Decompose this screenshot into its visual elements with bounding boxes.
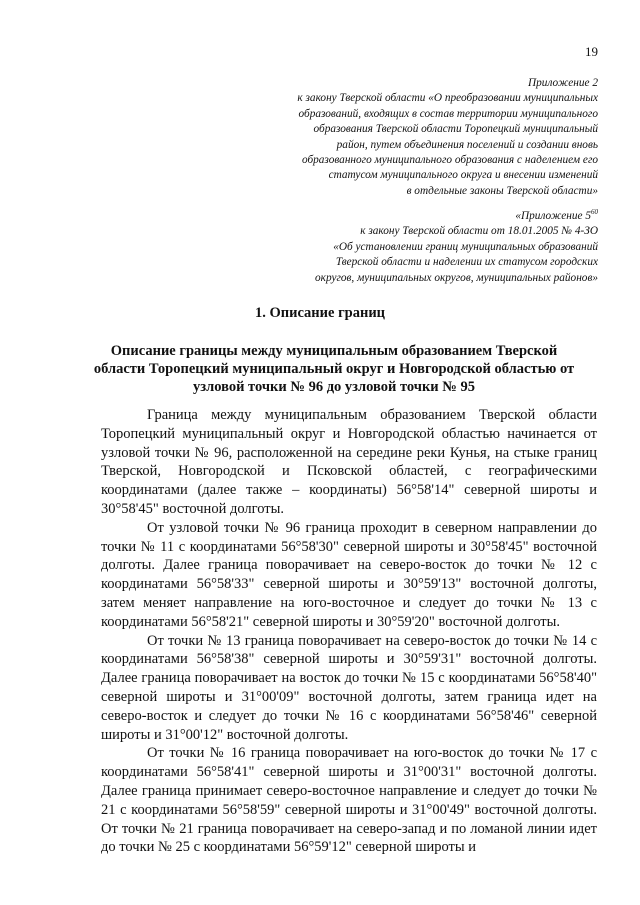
appendix-reference xyxy=(315,209,598,286)
body-paragraph: От точки № 13 граница поворачивает на северо-восток до точки № 14 с координатами 56°58'38" северной широты и 30°59'31" восточной долготы. Далее граница поворачивает на восток до точки № 15 с координатами 56°58'40" северной широты и 31°00'09" восточной долготы, затем граница идет на северо-восток и следует до точки № 16 с координатами 56°58'46" северной широты и 31°00'12" восточной долготы. xyxy=(101,632,597,743)
appendix-reference-line: Тверской области и наделении их статусом городских xyxy=(335,256,598,269)
appendix-reference-line: округов, муниципальных округов, муниципальных районов» xyxy=(315,271,598,284)
appendix-header-line: образования Тверской области Торопецкий муниципальный xyxy=(313,123,598,136)
appendix-header-line: образованного муниципального образования с наделением его xyxy=(301,154,598,167)
boundary-heading: Описание границы между муниципальным образованием Тверской области Торопецкий муниципальный округ и Новгородской областью от узловой точки № 96 до узловой точки № 95 xyxy=(93,343,575,395)
appendix-reference-line: к закону Тверской области от 18.01.2005 № 4-ЗО xyxy=(360,225,598,238)
appendix-header-line: Приложение 2 xyxy=(528,77,598,89)
body-paragraph: Граница между муниципальным образованием Тверской области Торопецкий муниципальный округ и Новгородской областью начинается от узловой точки № 96, расположенной на середине реки Кунья, на стыке границ Тверской, Новгородской и Псковской областей, с географическими координатами (далее также – координаты) 56°58'14" северной широты и 30°58'45" восточной долготы. xyxy=(101,407,597,517)
body-text xyxy=(101,406,597,857)
appendix-header-line: статусом муниципального округа и внесении изменений xyxy=(328,169,598,182)
appendix-reference-title xyxy=(315,209,598,224)
appendix-header-line: в отдельные законы Тверской области» xyxy=(406,184,598,197)
appendix-reference-superscript: 60 xyxy=(591,208,598,216)
appendix-header-line: район, путем объединения поселений и создании вновь xyxy=(336,138,598,151)
appendix-header xyxy=(297,76,598,199)
appendix-reference-title-text: «Приложение 5 xyxy=(515,210,591,222)
appendix-reference-line: «Об установлении границ муниципальных образований xyxy=(333,240,598,253)
body-paragraph: От узловой точки № 96 граница проходит в северном направлении до точки № 11 с координатами 56°58'30" северной широты и 30°58'45" восточной долготы. Далее граница поворачивает на северо-восток до точки № 12 с координатами 56°58'33" северной широты и 30°59'13" восточной долготы, затем меняет направление на юго-восточное и следует до точки № 13 с координатами 56°58'21" северной широты и 30°59'20" восточной долготы. xyxy=(101,519,597,630)
page-number: 19 xyxy=(585,44,598,59)
appendix-header-line: образований, входящих в состав территории муниципального xyxy=(298,107,598,120)
appendix-header-line: к закону Тверской области «О преобразовании муниципальных xyxy=(297,92,598,105)
section-title: 1. Описание границ xyxy=(254,305,386,321)
body-paragraph: От точки № 16 граница поворачивает на юго-восток до точки № 17 с координатами 56°58'41" северной широты и 31°00'31" восточной долготы. Далее граница принимает северо-восточное направление и следует до точки № 21 с координатами 56°58'59" северной широты и 31°00'49" восточной долготы. От точки № 21 граница поворачивает на северо-запад и по ломаной линии идет до точки № 25 с координатами 56°59'12" северной широты и xyxy=(101,745,597,856)
